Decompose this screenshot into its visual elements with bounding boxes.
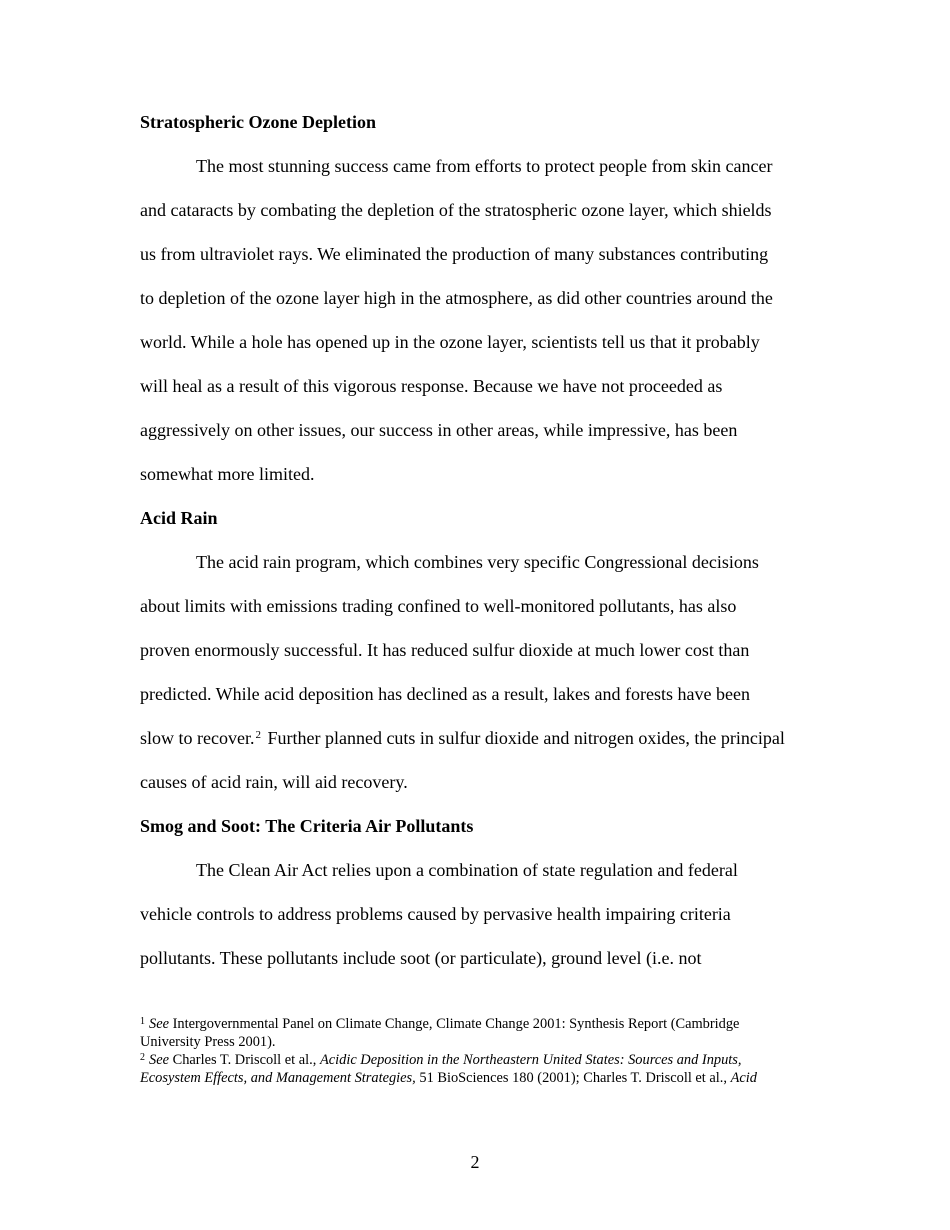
paragraph-line: The acid rain program, which combines very specific Congressional decisions xyxy=(196,552,759,572)
footnote-mark: 1 xyxy=(140,1016,145,1027)
paragraph-line-end: Further planned cuts in sulfur dioxide and nitrogen oxides, the principal xyxy=(267,728,785,748)
paragraph-line: vehicle controls to address problems caused by pervasive health impairing criteria xyxy=(140,904,731,924)
paragraph-line: aggressively on other issues, our success in other areas, while impressive, has been xyxy=(140,420,738,440)
paragraph-line: will heal as a result of this vigorous response. Because we have not proceeded as xyxy=(140,376,723,396)
paragraph-line: and cataracts by combating the depletion of the stratospheric ozone layer, which shields xyxy=(140,200,772,220)
footnote-2-continuation xyxy=(140,1069,757,1087)
paragraph-line: proven enormously successful. It has reduced sulfur dioxide at much lower cost than xyxy=(140,640,750,660)
paragraph-line: The most stunning success came from efforts to protect people from skin cancer xyxy=(196,156,773,176)
paragraph-line: to depletion of the ozone layer high in the atmosphere, as did other countries around the xyxy=(140,288,773,308)
paragraph-line-start: slow to recover. xyxy=(140,728,255,748)
footnote-text: Intergovernmental Panel on Climate Change, Climate Change 2001: Synthesis Report (Cambridge xyxy=(172,1016,740,1032)
footnote-2 xyxy=(140,1051,742,1069)
footnote-authors: Charles T. Driscoll et al., xyxy=(172,1052,317,1068)
footnote-1-continuation: University Press 2001). xyxy=(140,1034,276,1050)
paragraph-line: pollutants. These pollutants include soot (or particulate), ground level (i.e. not xyxy=(140,948,702,968)
section-heading-acid-rain: Acid Rain xyxy=(140,508,218,528)
paragraph-line: predicted. While acid deposition has declined as a result, lakes and forests have been xyxy=(140,684,750,704)
paragraph-line: The Clean Air Act relies upon a combination of state regulation and federal xyxy=(196,860,738,880)
footnote-title: Ecosystem Effects, and Management Strategies, xyxy=(140,1070,416,1086)
paragraph-line: us from ultraviolet rays. We eliminated the production of many substances contributing xyxy=(140,244,769,264)
footnote-signal: See xyxy=(149,1016,169,1032)
page-number: 2 xyxy=(470,1152,480,1172)
paragraph-line: causes of acid rain, will aid recovery. xyxy=(140,772,408,792)
footnote-signal: See xyxy=(149,1052,169,1068)
footnote-title: Acid xyxy=(730,1070,757,1086)
footnote-1 xyxy=(140,1015,739,1033)
section-heading-ozone: Stratospheric Ozone Depletion xyxy=(140,112,376,132)
paragraph-line: about limits with emissions trading confined to well-monitored pollutants, has also xyxy=(140,596,737,616)
footnote-title: Acidic Deposition in the Northeastern United States: Sources and Inputs, xyxy=(319,1052,742,1068)
paragraph-line-with-footnote xyxy=(140,727,785,749)
footnote-reference[interactable]: 2 xyxy=(255,729,261,741)
footnote-mark: 2 xyxy=(140,1052,145,1063)
paragraph-line: somewhat more limited. xyxy=(140,464,315,484)
section-heading-smog-soot: Smog and Soot: The Criteria Air Pollutants xyxy=(140,816,474,836)
footnote-citation: 51 BioSciences 180 (2001); Charles T. Driscoll et al., xyxy=(419,1070,727,1086)
paragraph-line: world. While a hole has opened up in the ozone layer, scientists tell us that it probably xyxy=(140,332,760,352)
